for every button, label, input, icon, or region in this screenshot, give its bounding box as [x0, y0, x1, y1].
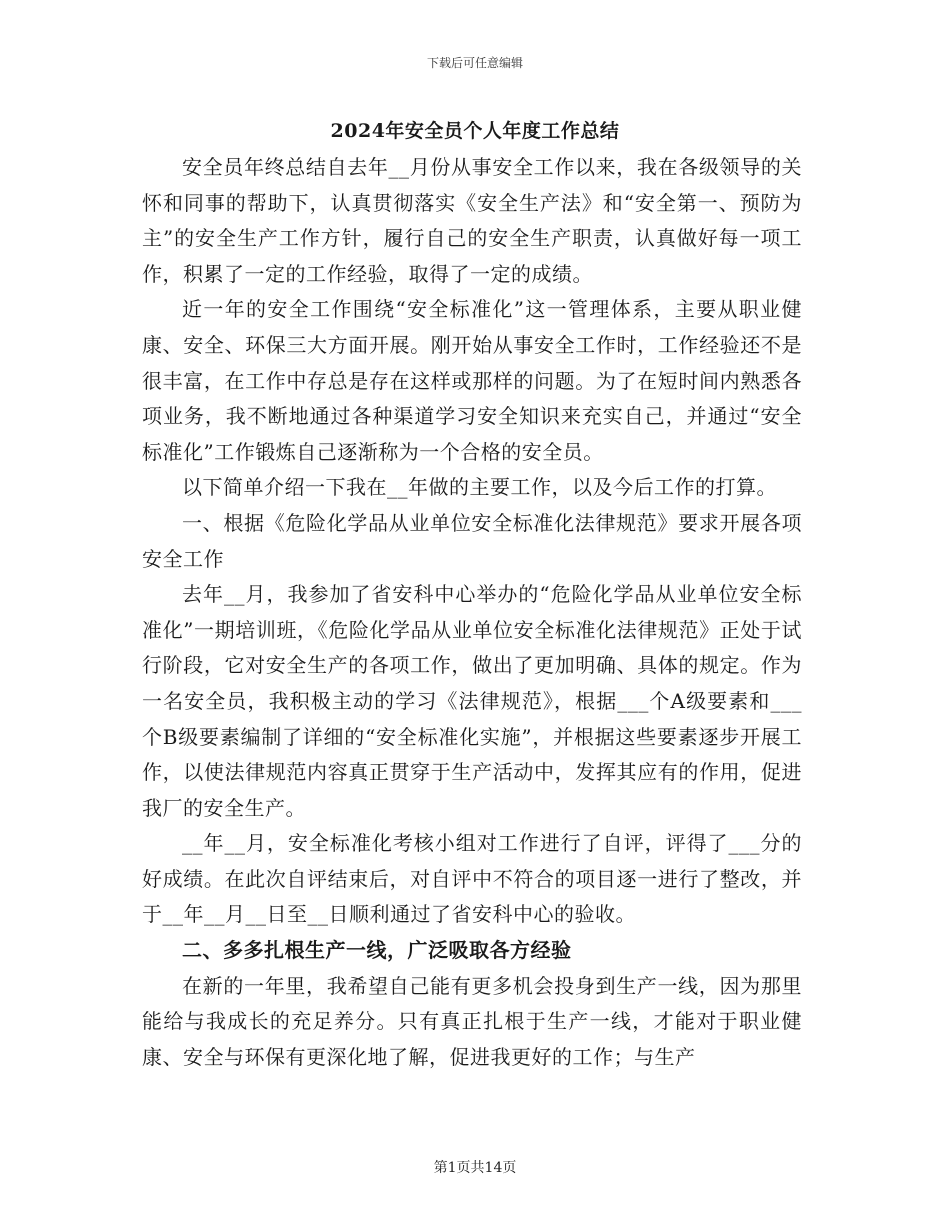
paragraph-outline: 以下简单介绍一下我在__年做的主要工作，以及今后工作的打算。: [182, 475, 777, 500]
paragraph-evaluation: __年__月，安全标准化考核小组对工作进行了自评，评得了___分的好成绩。在此次自评结束后，对自评中不符合的项目逐一进行了整改，并于__年__月__日至__日顺利通过了省安科中心的验收。: [142, 831, 802, 927]
header-note: 下载后可任意编辑: [426, 56, 523, 70]
section-heading-2: 二、多多扎根生产一线，广泛吸取各方经验: [182, 938, 572, 963]
page-number: 第1页共14页: [433, 1160, 517, 1176]
paragraph-plans: 在新的一年里，我希望自己能有更多机会投身到生产一线，因为那里能给与我成长的充足养分。只有真正扎根于生产一线，才能对于职业健康、安全与环保有更深化地了解，促进我更好的工作；与生产: [142, 973, 802, 1069]
document-title: 2024年安全员个人年度工作总结: [330, 120, 620, 142]
paragraph-intro: 安全员年终总结自去年__月份从事安全工作以来，我在各级领导的关怀和同事的帮助下，认真贯彻落实《安全生产法》和“安全第一、预防为主”的安全生产工作方针，履行自己的安全生产职责，认真做好每一项工作，积累了一定的工作经验，取得了一定的成绩。: [142, 155, 802, 286]
paragraph-overview: 近一年的安全工作围绕“安全标准化”这一管理体系，主要从职业健康、安全、环保三大方面开展。刚开始从事安全工作时，工作经验还不是很丰富，在工作中存总是存在这样或那样的问题。为了在短时间内熟悉各项业务，我不断地通过各种渠道学习安全知识来充实自己，并通过“安全标准化”工作锻炼自己逐渐称为一个合格的安全员。: [142, 297, 802, 464]
section-heading-1: 一、根据《危险化学品从业单位安全标准化法律规范》要求开展各项安全工作: [142, 510, 802, 571]
document-body: [142, 150, 802, 1075]
paragraph-training: 去年__月，我参加了省安科中心举办的“危险化学品从业单位安全标准化”一期培训班，《危险化学品从业单位安全标准化法律规范》正处于试行阶段，它对安全生产的各项工作，做出了更加明确、具体的规定。作为一名安全员，我积极主动的学习《法律规范》，根据___个A级要素和___个B级要素编制了详细的“安全标准化实施”，并根据这些要素逐步开展工作，以使法律规范内容真正贯穿于生产活动中，发挥其应有的作用，促进我厂的安全生产。: [142, 582, 802, 820]
